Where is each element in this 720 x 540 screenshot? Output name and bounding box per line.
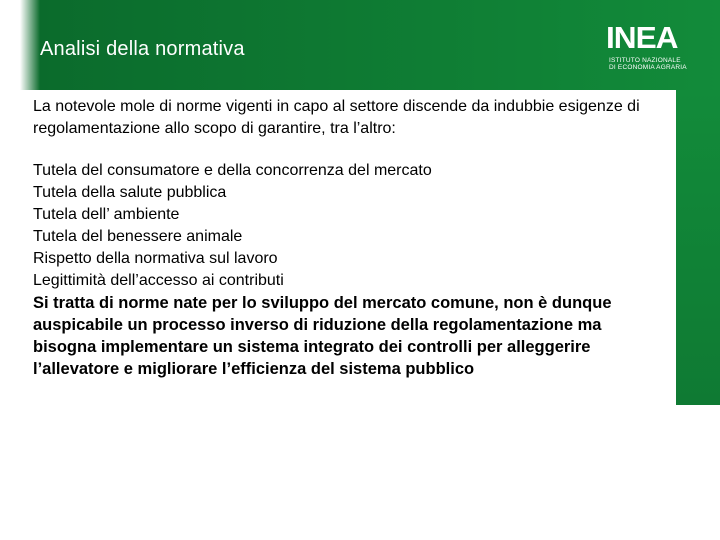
- list-item: Tutela del consumatore e della concorrenza del mercato: [33, 162, 432, 179]
- logo-subtitle-line-2: DI ECONOMIA AGRARIA: [609, 64, 687, 71]
- logo-subtitle-line-1: ISTITUTO NAZIONALE: [609, 57, 681, 64]
- tutela-list: [33, 160, 668, 248]
- list-item: Tutela dell’ ambiente: [33, 206, 180, 223]
- list-item: Tutela del benessere animale: [33, 228, 243, 245]
- legittimita-paragraph: Legittimità dell’accesso ai contributi: [33, 272, 284, 289]
- right-accent-bar: [676, 90, 720, 405]
- intro-paragraph: La notevole mole di norme vigenti in capo al settore discende da indubbie esigenze di regolamentazione allo scopo di garantire, tra l’altro:: [33, 98, 640, 137]
- title-header-band: [0, 0, 720, 90]
- logo-mark: INEA: [606, 20, 678, 55]
- conclusion-paragraph: Si tratta di norme nate per lo sviluppo del mercato comune, non è dunque auspicabile un processo inverso di riduzione della regolamentazione ma bisogna implementare un sistema integrato dei controlli per alleggerire l’allevatore e migliorare l’efficienza del sistema pubblico: [33, 294, 612, 378]
- slide-body: [33, 96, 668, 380]
- list-item: Tutela della salute pubblica: [33, 184, 227, 201]
- rispetto-paragraph: Rispetto della normativa sul lavoro: [33, 250, 278, 267]
- slide-title: Analisi della normativa: [40, 38, 245, 60]
- inea-logo: [606, 22, 686, 80]
